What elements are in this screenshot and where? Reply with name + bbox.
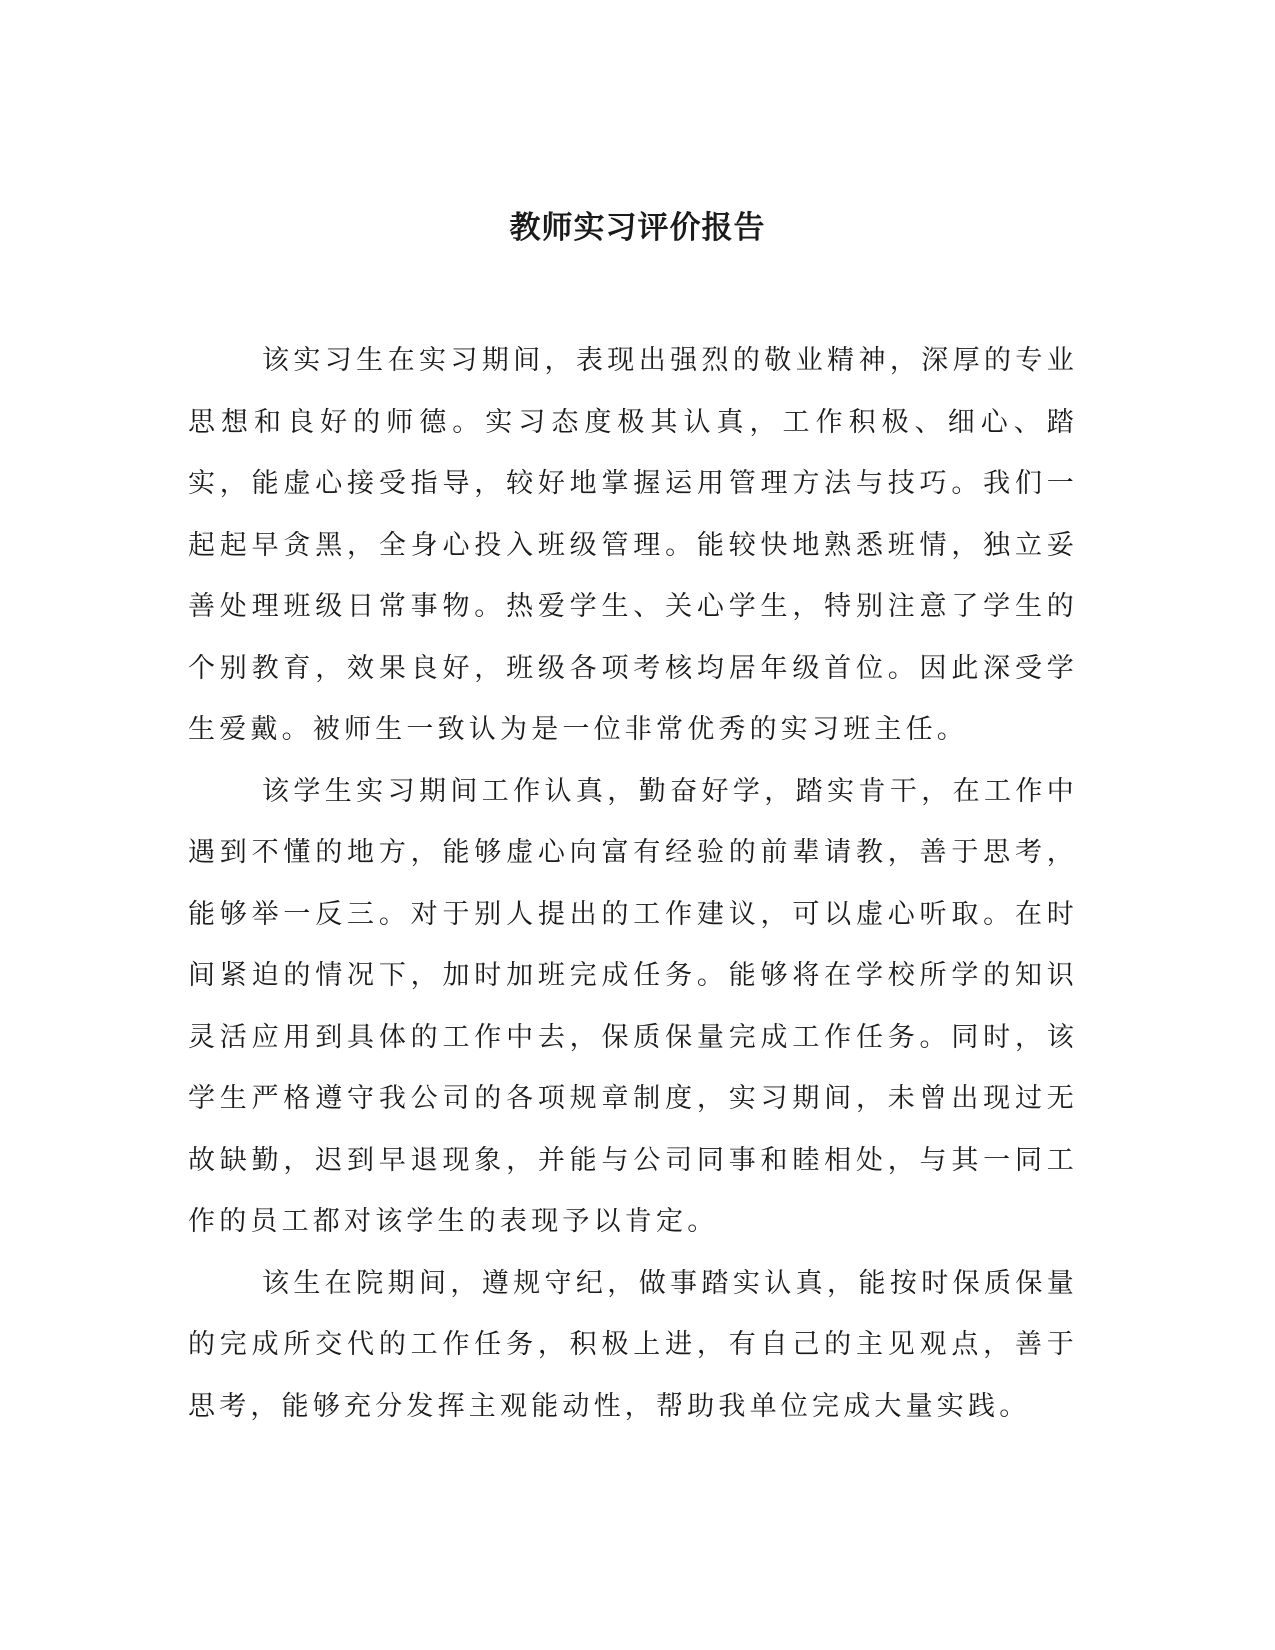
paragraph-2: 该学生实习期间工作认真，勤奋好学，踏实肯干，在工作中遇到不懂的地方，能够虚心向富有经验的前辈请教，善于思考，能够举一反三。对于别人提出的工作建议，可以虚心听取。在时间紧迫的情况下，加时加班完成任务。能够将在学校所学的知识灵活应用到具体的工作中去，保质保量完成工作任务。同时，该学生严格遵守我公司的各项规章制度，实习期间，未曾出现过无故缺勤，迟到早退现象，并能与公司同事和睦相处，与其一同工作的员工都对该学生的表现予以肯定。 [188,775,1078,1237]
document-title: 教师实习评价报告 [509,210,766,246]
document-body [188,330,1078,1437]
paragraph-1: 该实习生在实习期间，表现出强烈的敬业精神，深厚的专业思想和良好的师德。实习态度极其认真，工作积极、细心、踏实，能虚心接受指导，较好地掌握运用管理方法与技巧。我们一起起早贪黑，全身心投入班级管理。能较快地熟悉班情，独立妥善处理班级日常事物。热爱学生、关心学生，特别注意了学生的个别教育，效果良好，班级各项考核均居年级首位。因此深受学生爱戴。被师生一致认为是一位非常优秀的实习班主任。 [188,345,1078,745]
paragraph-3: 该生在院期间，遵规守纪，做事踏实认真，能按时保质保量的完成所交代的工作任务，积极上进，有自己的主见观点，善于思考，能够充分发挥主观能动性，帮助我单位完成大量实践。 [188,1267,1078,1422]
